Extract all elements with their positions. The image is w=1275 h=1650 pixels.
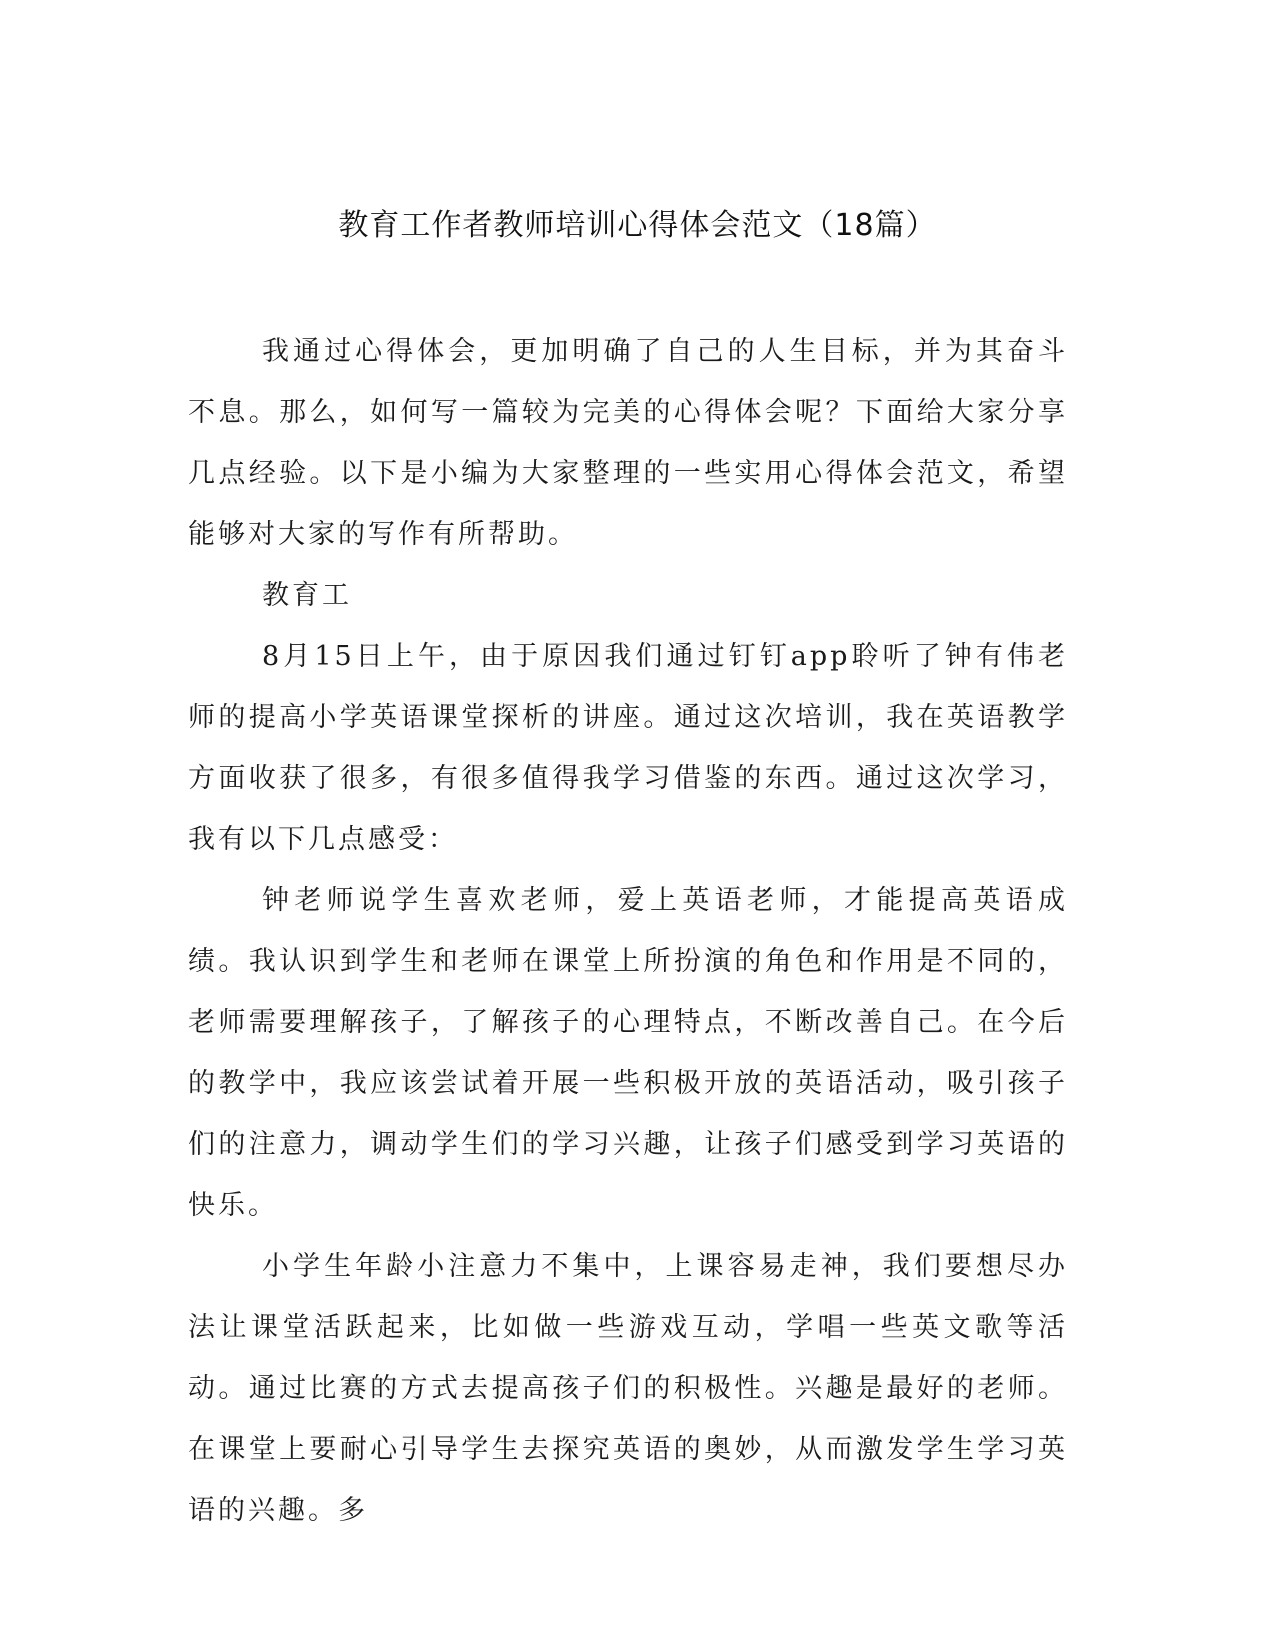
document-title: 教育工作者教师培训心得体会范文（18篇） [338,208,937,243]
paragraph-classroom-activity: 小学生年龄小注意力不集中，上课容易走神，我们要想尽办法让课堂活跃起来，比如做一些游戏互动，学唱一些英文歌等活动。通过比赛的方式去提高孩子们的积极性。兴趣是最好的老师。在课堂上要耐心引导学生去探究英语的奥妙，从而激发学生学习英语的兴趣。多 [188,1251,1068,1526]
paragraph-lecture: 8月15日上午，由于原因我们通过钉钉app聆听了钟有伟老师的提高小学英语课堂探析的讲座。通过这次培训，我在英语教学方面收获了很多，有很多值得我学习借鉴的东西。通过这次学习，我有以下几点感受： [188,641,1068,855]
paragraph-section-heading: 教育工 [262,580,352,611]
paragraph-teacher-role: 钟老师说学生喜欢老师，爱上英语老师，才能提高英语成绩。我认识到学生和老师在课堂上所扮演的角色和作用是不同的，老师需要理解孩子，了解孩子的心理特点，不断改善自己。在今后的教学中，我应该尝试着开展一些积极开放的英语活动，吸引孩子们的注意力，调动学生们的学习兴趣，让孩子们感受到学习英语的快乐。 [188,885,1068,1221]
document-body [188,321,1068,1541]
paragraph-intro: 我通过心得体会，更加明确了自己的人生目标，并为其奋斗不息。那么，如何写一篇较为完美的心得体会呢？下面给大家分享几点经验。以下是小编为大家整理的一些实用心得体会范文，希望能够对大家的写作有所帮助。 [188,336,1068,550]
